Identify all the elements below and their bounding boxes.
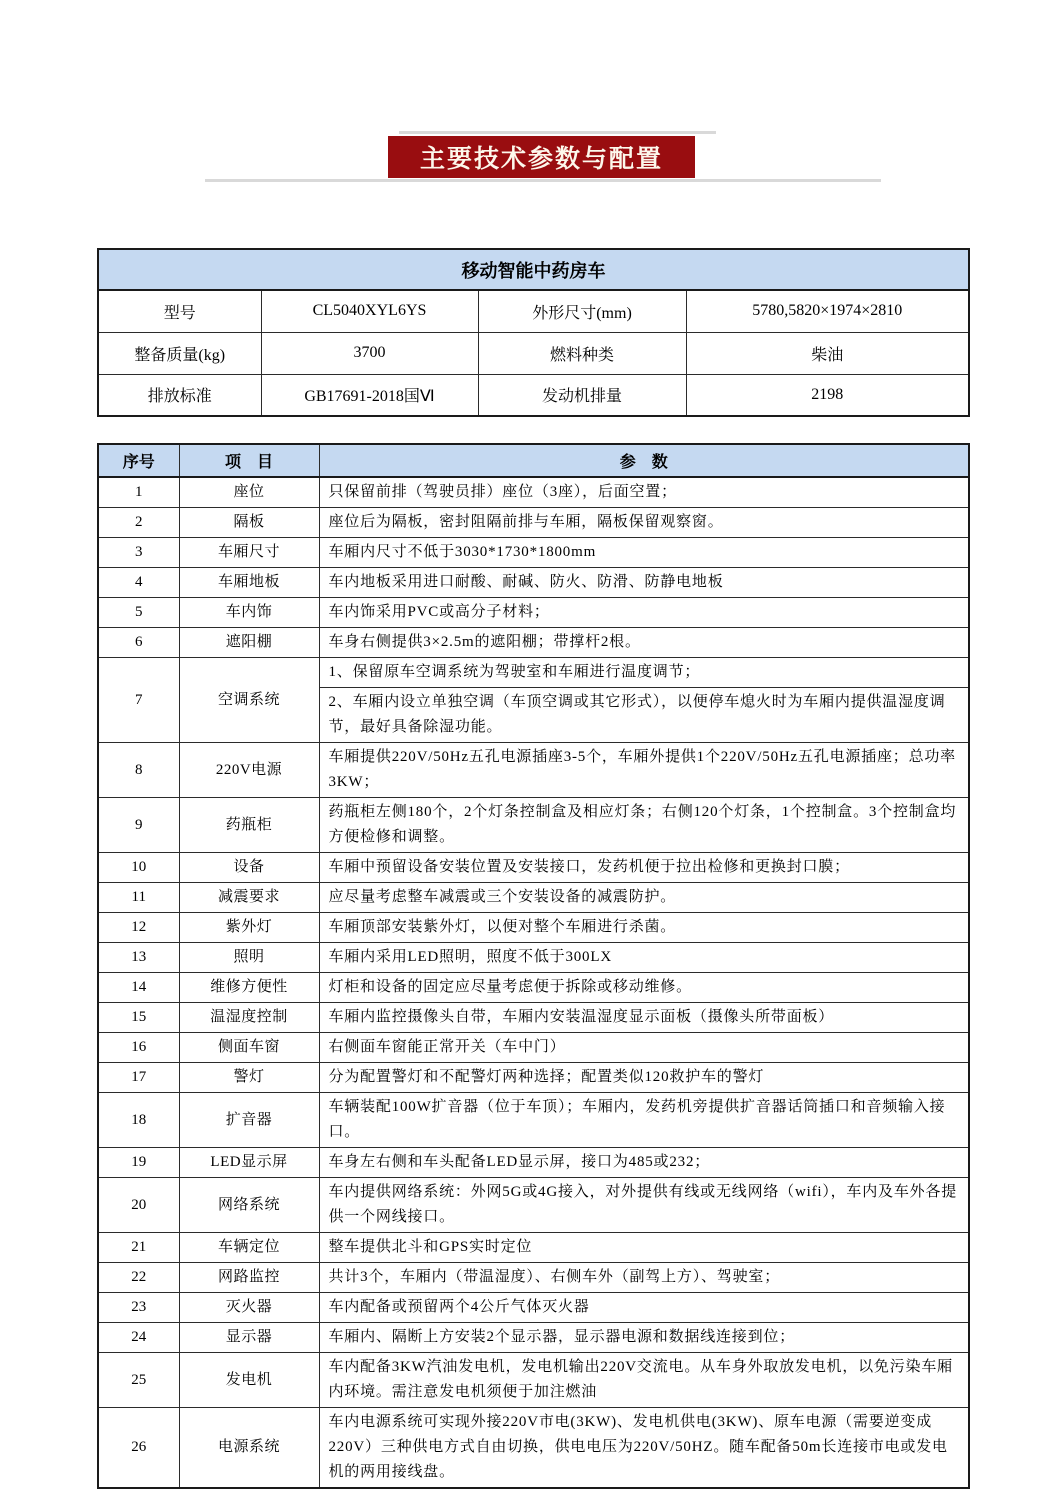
spec-cell-label: 外形尺寸(mm) — [478, 290, 686, 332]
config-cell-item: 网络系统 — [179, 1178, 319, 1233]
spec-cell-label: 排放标准 — [98, 374, 261, 416]
config-cell-index: 6 — [98, 628, 179, 658]
config-cell-index: 19 — [98, 1148, 179, 1178]
config-cell-index: 23 — [98, 1293, 179, 1323]
spec-table-body — [98, 290, 969, 416]
config-table-body — [98, 477, 969, 1488]
config-table-row — [98, 598, 969, 628]
config-cell-index: 11 — [98, 883, 179, 913]
config-cell-param: 座位后为隔板，密封阻隔前排与车厢，隔板保留观察窗。 — [319, 508, 969, 538]
config-cell-item: LED显示屏 — [179, 1148, 319, 1178]
config-cell-param: 共计3个，车厢内（带温湿度）、右侧车外（副驾上方）、驾驶室； — [319, 1263, 969, 1293]
config-cell-param: 整车提供北斗和GPS实时定位 — [319, 1233, 969, 1263]
config-cell-index: 20 — [98, 1178, 179, 1233]
config-cell-param: 车内配备或预留两个4公斤气体灭火器 — [319, 1293, 969, 1323]
spec-cell-value: CL5040XYL6YS — [261, 290, 478, 332]
config-cell-item: 灭火器 — [179, 1293, 319, 1323]
config-table-row — [98, 658, 969, 688]
config-cell-param: 灯柜和设备的固定应尽量考虑便于拆除或移动维修。 — [319, 973, 969, 1003]
config-cell-param: 车内饰采用PVC或高分子材料； — [319, 598, 969, 628]
config-cell-index: 26 — [98, 1408, 179, 1489]
config-cell-item: 扩音器 — [179, 1093, 319, 1148]
config-cell-item: 显示器 — [179, 1323, 319, 1353]
config-cell-param: 右侧面车窗能正常开关（车中门） — [319, 1033, 969, 1063]
spec-cell-value: 柴油 — [686, 332, 969, 374]
config-table-row — [98, 1353, 969, 1408]
config-cell-index: 12 — [98, 913, 179, 943]
config-cell-item: 电源系统 — [179, 1408, 319, 1489]
spec-table-row — [98, 290, 969, 332]
config-cell-item: 紫外灯 — [179, 913, 319, 943]
config-table-row — [98, 973, 969, 1003]
spec-cell-value: 5780,5820×1974×2810 — [686, 290, 969, 332]
config-cell-index: 18 — [98, 1093, 179, 1148]
config-table-row — [98, 538, 969, 568]
config-cell-index: 17 — [98, 1063, 179, 1093]
config-params-table — [97, 443, 970, 1489]
config-table-row — [98, 1178, 969, 1233]
config-cell-param: 车内地板采用进口耐酸、耐碱、防火、防滑、防静电地板 — [319, 568, 969, 598]
config-table-row — [98, 883, 969, 913]
config-cell-item: 220V电源 — [179, 743, 319, 798]
config-cell-param: 只保留前排（驾驶员排）座位（3座），后面空置； — [319, 477, 969, 508]
config-cell-item: 座位 — [179, 477, 319, 508]
config-table-row — [98, 628, 969, 658]
spec-cell-label: 发动机排量 — [478, 374, 686, 416]
config-header-param: 参 数 — [319, 444, 969, 477]
config-cell-item: 减震要求 — [179, 883, 319, 913]
spec-cell-label: 型号 — [98, 290, 261, 332]
config-table-row — [98, 1063, 969, 1093]
config-cell-item: 车辆定位 — [179, 1233, 319, 1263]
divider-line-below-banner — [205, 179, 881, 182]
config-header-index: 序号 — [98, 444, 179, 477]
vehicle-spec-table — [97, 248, 970, 417]
config-cell-index: 9 — [98, 798, 179, 853]
spec-cell-value: 3700 — [261, 332, 478, 374]
config-table-row — [98, 1148, 969, 1178]
config-cell-param: 2、车厢内设立单独空调（车顶空调或其它形式），以便停车熄火时为车厢内提供温湿度调节，最好具备除湿功能。 — [319, 688, 969, 743]
config-table-row — [98, 1293, 969, 1323]
config-cell-item: 药瓶柜 — [179, 798, 319, 853]
config-cell-index: 21 — [98, 1233, 179, 1263]
config-cell-index: 10 — [98, 853, 179, 883]
config-cell-item: 发电机 — [179, 1353, 319, 1408]
spec-table-row — [98, 374, 969, 416]
config-table-row — [98, 743, 969, 798]
config-cell-param: 车厢提供220V/50Hz五孔电源插座3-5个，车厢外提供1个220V/50Hz五孔电源插座；总功率3KW； — [319, 743, 969, 798]
config-cell-param: 车厢顶部安装紫外灯，以便对整个车厢进行杀菌。 — [319, 913, 969, 943]
config-cell-param: 应尽量考虑整车减震或三个安装设备的减震防护。 — [319, 883, 969, 913]
config-cell-param: 车内配备3KW汽油发电机，发电机输出220V交流电。从车身外取放发电机，以免污染车厢内环境。需注意发电机须便于加注燃油 — [319, 1353, 969, 1408]
spec-cell-label: 燃料种类 — [478, 332, 686, 374]
config-cell-param: 车身右侧提供3×2.5m的遮阳棚；带撑杆2根。 — [319, 628, 969, 658]
config-cell-item: 温湿度控制 — [179, 1003, 319, 1033]
config-cell-item: 网路监控 — [179, 1263, 319, 1293]
divider-line-above-banner — [399, 131, 716, 134]
config-cell-index: 3 — [98, 538, 179, 568]
config-cell-index: 25 — [98, 1353, 179, 1408]
config-cell-item: 隔板 — [179, 508, 319, 538]
config-table-row — [98, 798, 969, 853]
config-cell-item: 侧面车窗 — [179, 1033, 319, 1063]
config-cell-item: 维修方便性 — [179, 973, 319, 1003]
config-table-row — [98, 1033, 969, 1063]
config-cell-param: 车厢中预留设备安装位置及安装接口，发药机便于拉出检修和更换封口膜； — [319, 853, 969, 883]
spec-cell-value: GB17691-2018国Ⅵ — [261, 374, 478, 416]
config-cell-param: 车身左右侧和车头配备LED显示屏，接口为485或232； — [319, 1148, 969, 1178]
config-table-row — [98, 853, 969, 883]
config-cell-item: 照明 — [179, 943, 319, 973]
config-table-row — [98, 913, 969, 943]
spec-cell-value: 2198 — [686, 374, 969, 416]
config-cell-index: 7 — [98, 658, 179, 743]
config-cell-index: 8 — [98, 743, 179, 798]
config-cell-param: 车厢内、隔断上方安装2个显示器，显示器电源和数据线连接到位； — [319, 1323, 969, 1353]
config-cell-item: 警灯 — [179, 1063, 319, 1093]
config-cell-index: 2 — [98, 508, 179, 538]
config-cell-index: 14 — [98, 973, 179, 1003]
config-table-row — [98, 1408, 969, 1489]
config-cell-index: 15 — [98, 1003, 179, 1033]
config-cell-index: 4 — [98, 568, 179, 598]
config-cell-item: 车厢地板 — [179, 568, 319, 598]
config-table-row — [98, 1003, 969, 1033]
config-cell-index: 1 — [98, 477, 179, 508]
spec-table-title-row — [98, 249, 969, 290]
config-table-header-row — [98, 444, 969, 477]
config-cell-item: 车厢尺寸 — [179, 538, 319, 568]
spec-table-row — [98, 332, 969, 374]
config-cell-index: 13 — [98, 943, 179, 973]
config-cell-index: 24 — [98, 1323, 179, 1353]
config-table-row — [98, 477, 969, 508]
config-cell-index: 22 — [98, 1263, 179, 1293]
config-cell-param: 车厢内监控摄像头自带，车厢内安装温湿度显示面板（摄像头所带面板） — [319, 1003, 969, 1033]
config-cell-item: 空调系统 — [179, 658, 319, 743]
config-table-row — [98, 943, 969, 973]
config-table-row — [98, 1323, 969, 1353]
page-title-banner — [388, 136, 695, 178]
spec-cell-label: 整备质量(kg) — [98, 332, 261, 374]
page-title: 主要技术参数与配置 — [419, 145, 663, 173]
config-table-row — [98, 1093, 969, 1148]
spec-table-title: 移动智能中药房车 — [98, 249, 969, 290]
config-cell-param: 药瓶柜左侧180个，2个灯条控制盒及相应灯条；右侧120个灯条，1个控制盒。3个控制盒均方便检修和调整。 — [319, 798, 969, 853]
config-cell-param: 车内电源系统可实现外接220V市电(3KW)、发电机供电(3KW)、原车电源（需要逆变成220V）三种供电方式自由切换，供电电压为220V/50HZ。随车配备50m长连接市电或发电机的两用接线盘。 — [319, 1408, 969, 1489]
config-cell-param: 车辆装配100W扩音器（位于车顶）；车厢内，发药机旁提供扩音器话筒插口和音频输入接口。 — [319, 1093, 969, 1148]
config-cell-item: 车内饰 — [179, 598, 319, 628]
config-cell-param: 车内提供网络系统：外网5G或4G接入，对外提供有线或无线网络（wifi），车内及车外各提供一个网线接口。 — [319, 1178, 969, 1233]
config-cell-item: 遮阳棚 — [179, 628, 319, 658]
config-cell-item: 设备 — [179, 853, 319, 883]
config-header-item: 项 目 — [179, 444, 319, 477]
config-cell-index: 16 — [98, 1033, 179, 1063]
config-table-row — [98, 1233, 969, 1263]
config-cell-param: 1、保留原车空调系统为驾驶室和车厢进行温度调节； — [319, 658, 969, 688]
config-table-row — [98, 1263, 969, 1293]
config-cell-index: 5 — [98, 598, 179, 628]
config-table-row — [98, 508, 969, 538]
config-cell-param: 分为配置警灯和不配警灯两种选择；配置类似120救护车的警灯 — [319, 1063, 969, 1093]
config-cell-param: 车厢内尺寸不低于3030*1730*1800mm — [319, 538, 969, 568]
config-cell-param: 车厢内采用LED照明，照度不低于300LX — [319, 943, 969, 973]
config-table-row — [98, 568, 969, 598]
